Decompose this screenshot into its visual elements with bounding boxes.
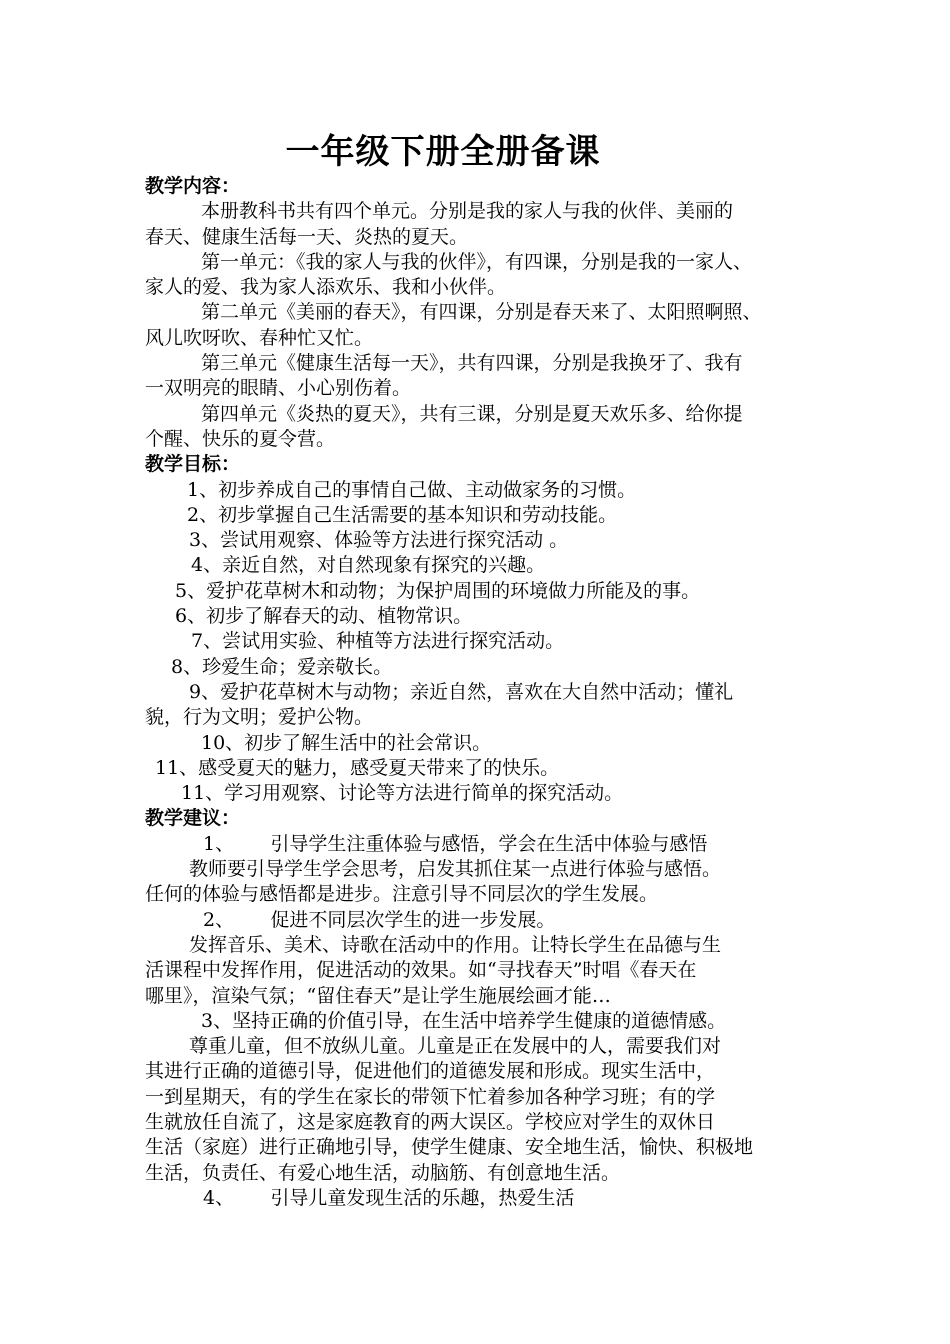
paragraph-line: 风儿吹呀吹、春种忙又忙。	[145, 326, 374, 349]
paragraph-line: 家人的爱、我为家人添欢乐、我和小伙伴。	[145, 276, 507, 299]
goal-item: 7、尝试用实验、种植等方法进行探究活动。	[191, 630, 565, 653]
paragraph-line: 第四单元《炎热的夏天》，共有三课，分别是夏天欢乐多、给你提	[201, 402, 743, 425]
suggestion-item: 3、坚持正确的价值引导，在生活中培养学生健康的道德情感。	[201, 1009, 727, 1032]
goal-item: 11、学习用观察、讨论等方法进行简单的探究活动。	[181, 782, 624, 805]
goal-item: 11、感受夏天的魅力，感受夏天带来了的快乐。	[155, 756, 560, 779]
paragraph-line: 第三单元《健康生活每一天》，共有四课，分别是我换牙了、我有	[201, 352, 743, 375]
paragraph-line: 第二单元《美丽的春天》，有四课，分别是春天来了、太阳照啊照、	[201, 301, 762, 324]
paragraph-line: 一双明亮的眼睛、小心别伤着。	[145, 377, 412, 400]
paragraph-line: 生就放任自流了，这是家庭教育的两大误区。学校应对学生的双休日	[145, 1110, 716, 1133]
paragraph-line: 任何的体验与感悟都是进步。注意引导不同层次的学生发展。	[145, 883, 659, 906]
suggestion-item: 2、 促进不同层次学生的进一步发展。	[203, 908, 556, 931]
paragraph-line: 发挥音乐、美术、诗歌在活动中的作用。让特长学生在品德与生	[189, 933, 722, 956]
paragraph-line: 尊重儿童，但不放纵儿童。儿童是正在发展中的人，需要我们对	[189, 1035, 722, 1058]
goal-item: 6、初步了解春天的动、植物常识。	[175, 605, 473, 628]
suggestion-item: 1、 引导学生注重体验与感悟，学会在生活中体验与感悟	[203, 832, 708, 855]
goal-item: 5、爱护花草树木和动物；为保护周围的环境做力所能及的事。	[175, 579, 701, 602]
paragraph-line: 活课程中发挥作用，促进活动的效果。如“寻找春天”时唱《春天在	[145, 959, 697, 982]
document-title: 一年级下册全册备课	[285, 132, 601, 172]
goal-item: 4、亲近自然，对自然现象有探究的兴趣。	[191, 554, 546, 577]
goal-item: 3、尝试用观察、体验等方法进行探究活动 。	[189, 529, 569, 552]
goal-item: 10、初步了解生活中的社会常识。	[201, 731, 492, 754]
goal-item: 1、初步养成自己的事情自己做、主动做家务的习惯。	[187, 478, 637, 501]
document-body	[145, 174, 835, 1211]
goal-item: 8、珍爱生命；爱亲敬长。	[171, 655, 393, 678]
paragraph-line: 个醒、快乐的夏令营。	[145, 427, 336, 450]
goal-item: 9、爱护花草树木与动物；亲近自然，喜欢在大自然中活动；懂礼	[189, 680, 734, 703]
goal-item-continued: 貌，行为文明；爱护公物。	[145, 706, 374, 729]
paragraph-line: 春天、健康生活每一天、炎热的夏天。	[145, 225, 469, 248]
paragraph-line: 一到星期天，有的学生在家长的带领下忙着参加各种学习班；有的学	[145, 1085, 716, 1108]
paragraph-line: 生活，负责任、有爱心地生活，动脑筋、有创意地生活。	[145, 1161, 621, 1184]
paragraph-line: 生活（家庭）进行正确地引导，使学生健康、安全地生活，愉快、积极地	[145, 1136, 754, 1159]
paragraph-line: 其进行正确的道德引导，促进他们的道德发展和形成。现实生活中，	[145, 1060, 716, 1083]
section-heading-content: 教学内容：	[145, 175, 241, 197]
section-heading-goals: 教学目标：	[145, 453, 241, 476]
paragraph-line: 教师要引导学生学会思考，启发其抓住某一点进行体验与感悟。	[189, 858, 722, 881]
paragraph-line: 本册教科书共有四个单元。分别是我的家人与我的伙伴、美丽的	[201, 200, 734, 223]
paragraph-line: 哪里》，渲染气氛；“留住春天”是让学生施展绘画才能…	[145, 984, 611, 1007]
section-heading-suggestions: 教学建议：	[145, 807, 241, 830]
paragraph-line: 第一单元：《我的家人与我的伙伴》，有四课，分别是我的一家人、	[201, 250, 753, 273]
goal-item: 2、初步掌握自己生活需要的基本知识和劳动技能。	[187, 503, 618, 526]
suggestion-item: 4、 引导儿童发现生活的乐趣，热爱生活	[203, 1186, 575, 1209]
